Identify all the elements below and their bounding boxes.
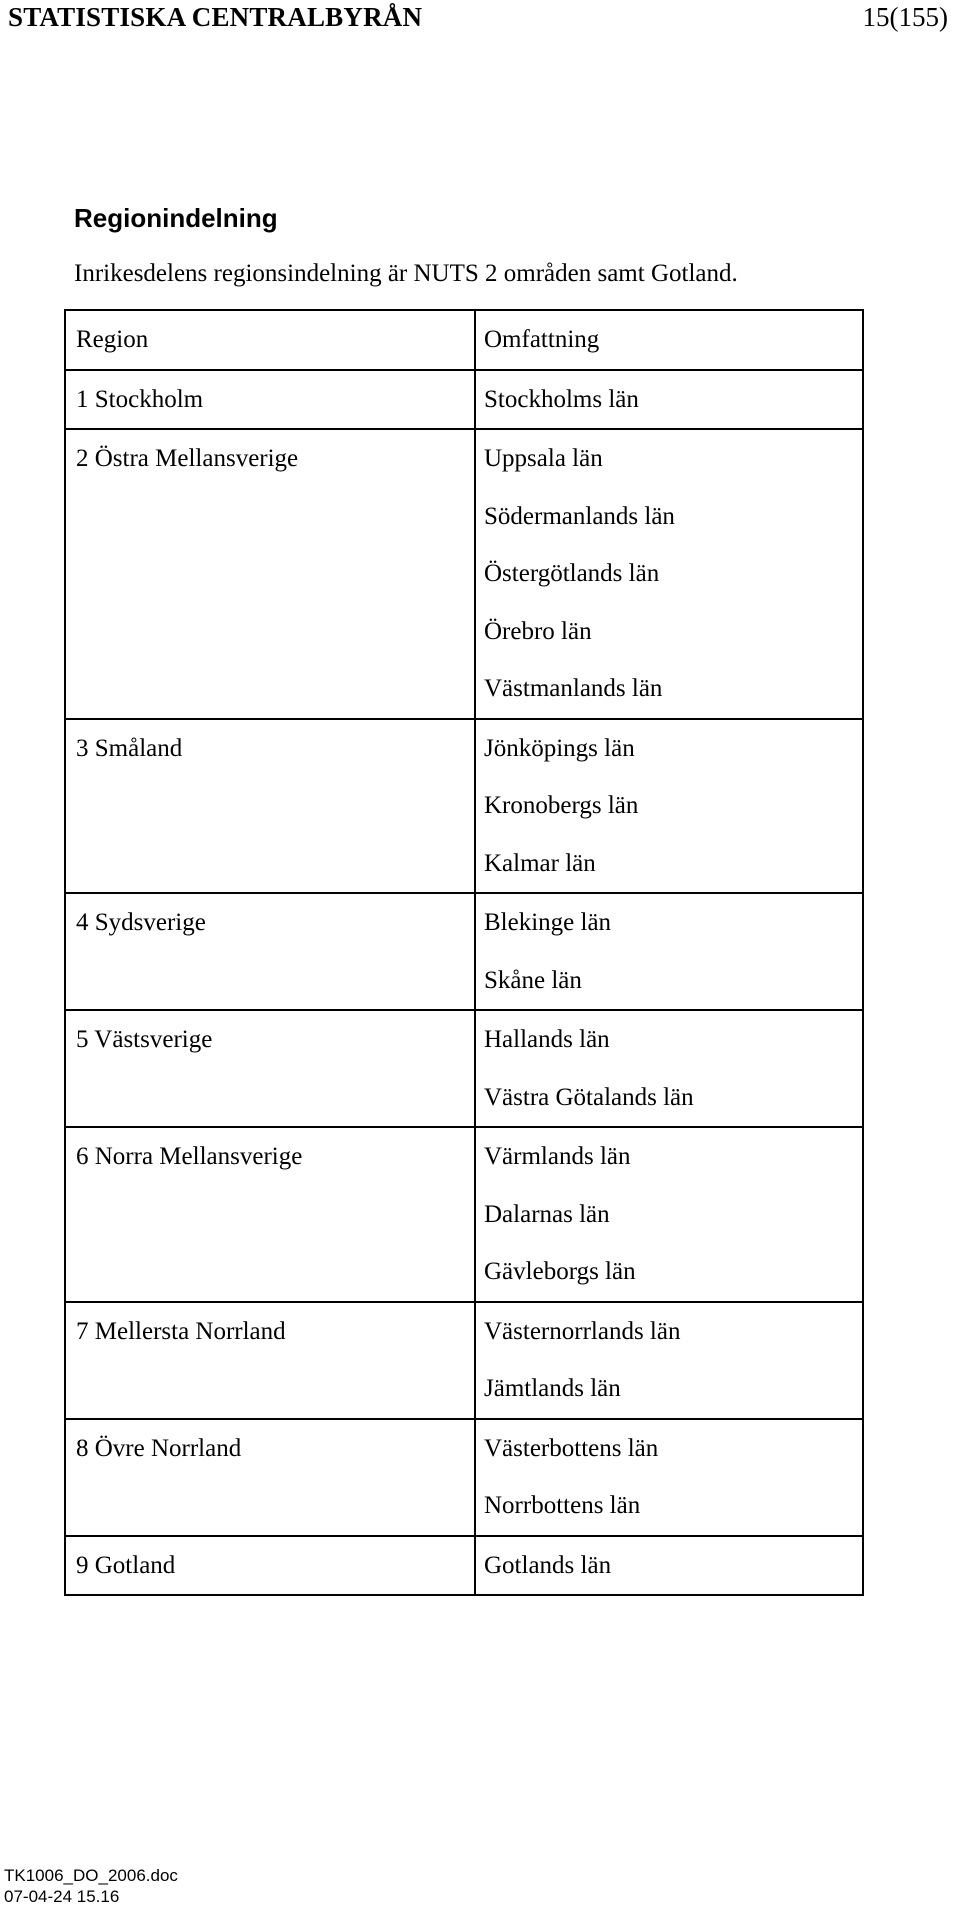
table-row xyxy=(65,429,863,719)
table-header-row xyxy=(65,310,863,370)
document-footer xyxy=(4,1865,178,1907)
region-name: 9 Gotland xyxy=(76,1551,176,1579)
region-cell xyxy=(65,429,475,719)
section-title: Regionindelning xyxy=(74,203,278,233)
region-cell xyxy=(65,719,475,894)
header-cell-coverage xyxy=(475,310,863,370)
table-row xyxy=(65,1010,863,1127)
table-row xyxy=(65,370,863,430)
header-region-label: Region xyxy=(76,326,149,353)
header-coverage-label: Omfattning xyxy=(484,326,600,353)
region-name: 7 Mellersta Norrland xyxy=(76,1317,286,1345)
footer-filename: TK1006_DO_2006.doc xyxy=(4,1866,178,1885)
county-name: Kalmar län xyxy=(484,849,596,877)
county-name: Gävleborgs län xyxy=(484,1258,636,1285)
county-name: Blekinge län xyxy=(484,909,612,936)
table-row xyxy=(65,1536,863,1596)
counties-cell xyxy=(475,1536,863,1596)
region-name: 3 Småland xyxy=(76,734,183,762)
county-name: Västernorrlands län xyxy=(484,1317,681,1345)
counties-cell xyxy=(475,370,863,430)
region-table xyxy=(64,309,864,1596)
county-name: Jämtlands län xyxy=(484,1375,621,1402)
region-cell xyxy=(65,1536,475,1596)
table-row xyxy=(65,719,863,894)
counties-cell xyxy=(475,1127,863,1302)
footer-timestamp: 07-04-24 15.16 xyxy=(4,1887,120,1906)
county-name: Södermanlands län xyxy=(484,502,675,530)
counties-cell xyxy=(475,1419,863,1536)
intro-text: Inrikesdelens regionsindelning är NUTS 2 områden samt Gotland. xyxy=(74,260,738,287)
region-name: 8 Övre Norrland xyxy=(76,1434,242,1462)
county-name: Värmlands län xyxy=(484,1143,631,1170)
county-name: Norrbottens län xyxy=(484,1492,641,1519)
header-cell-region xyxy=(65,310,475,370)
region-name: 1 Stockholm xyxy=(76,385,204,413)
region-name: 4 Sydsverige xyxy=(76,909,206,936)
region-cell xyxy=(65,1010,475,1127)
counties-cell xyxy=(475,719,863,894)
county-name: Östergötlands län xyxy=(484,560,660,587)
county-name: Örebro län xyxy=(484,617,592,645)
county-name: Hallands län xyxy=(484,1026,610,1053)
region-table-body xyxy=(65,310,863,1595)
table-row xyxy=(65,1302,863,1419)
region-name: 6 Norra Mellansverige xyxy=(76,1143,303,1170)
organization-header: STATISTISKA CENTRALBYRÅN xyxy=(8,2,423,32)
region-name: 5 Västsverige xyxy=(76,1026,213,1053)
counties-cell xyxy=(475,429,863,719)
county-name: Västra Götalands län xyxy=(484,1083,694,1111)
page-number: 15(155) xyxy=(862,2,948,32)
table-row xyxy=(65,1127,863,1302)
county-name: Gotlands län xyxy=(484,1551,612,1579)
region-cell xyxy=(65,370,475,430)
region-name: 2 Östra Mellansverige xyxy=(76,445,299,472)
county-name: Västerbottens län xyxy=(484,1434,659,1462)
region-cell xyxy=(65,1419,475,1536)
table-row xyxy=(65,1419,863,1536)
county-name: Stockholms län xyxy=(484,385,639,413)
counties-cell xyxy=(475,1010,863,1127)
region-cell xyxy=(65,1127,475,1302)
county-name: Västmanlands län xyxy=(484,675,663,702)
counties-cell xyxy=(475,1302,863,1419)
county-name: Jönköpings län xyxy=(484,734,635,762)
table-row xyxy=(65,893,863,1010)
county-name: Skåne län xyxy=(484,966,582,994)
region-cell xyxy=(65,1302,475,1419)
region-cell xyxy=(65,893,475,1010)
county-name: Uppsala län xyxy=(484,445,603,472)
county-name: Kronobergs län xyxy=(484,792,639,819)
county-name: Dalarnas län xyxy=(484,1200,610,1228)
counties-cell xyxy=(475,893,863,1010)
